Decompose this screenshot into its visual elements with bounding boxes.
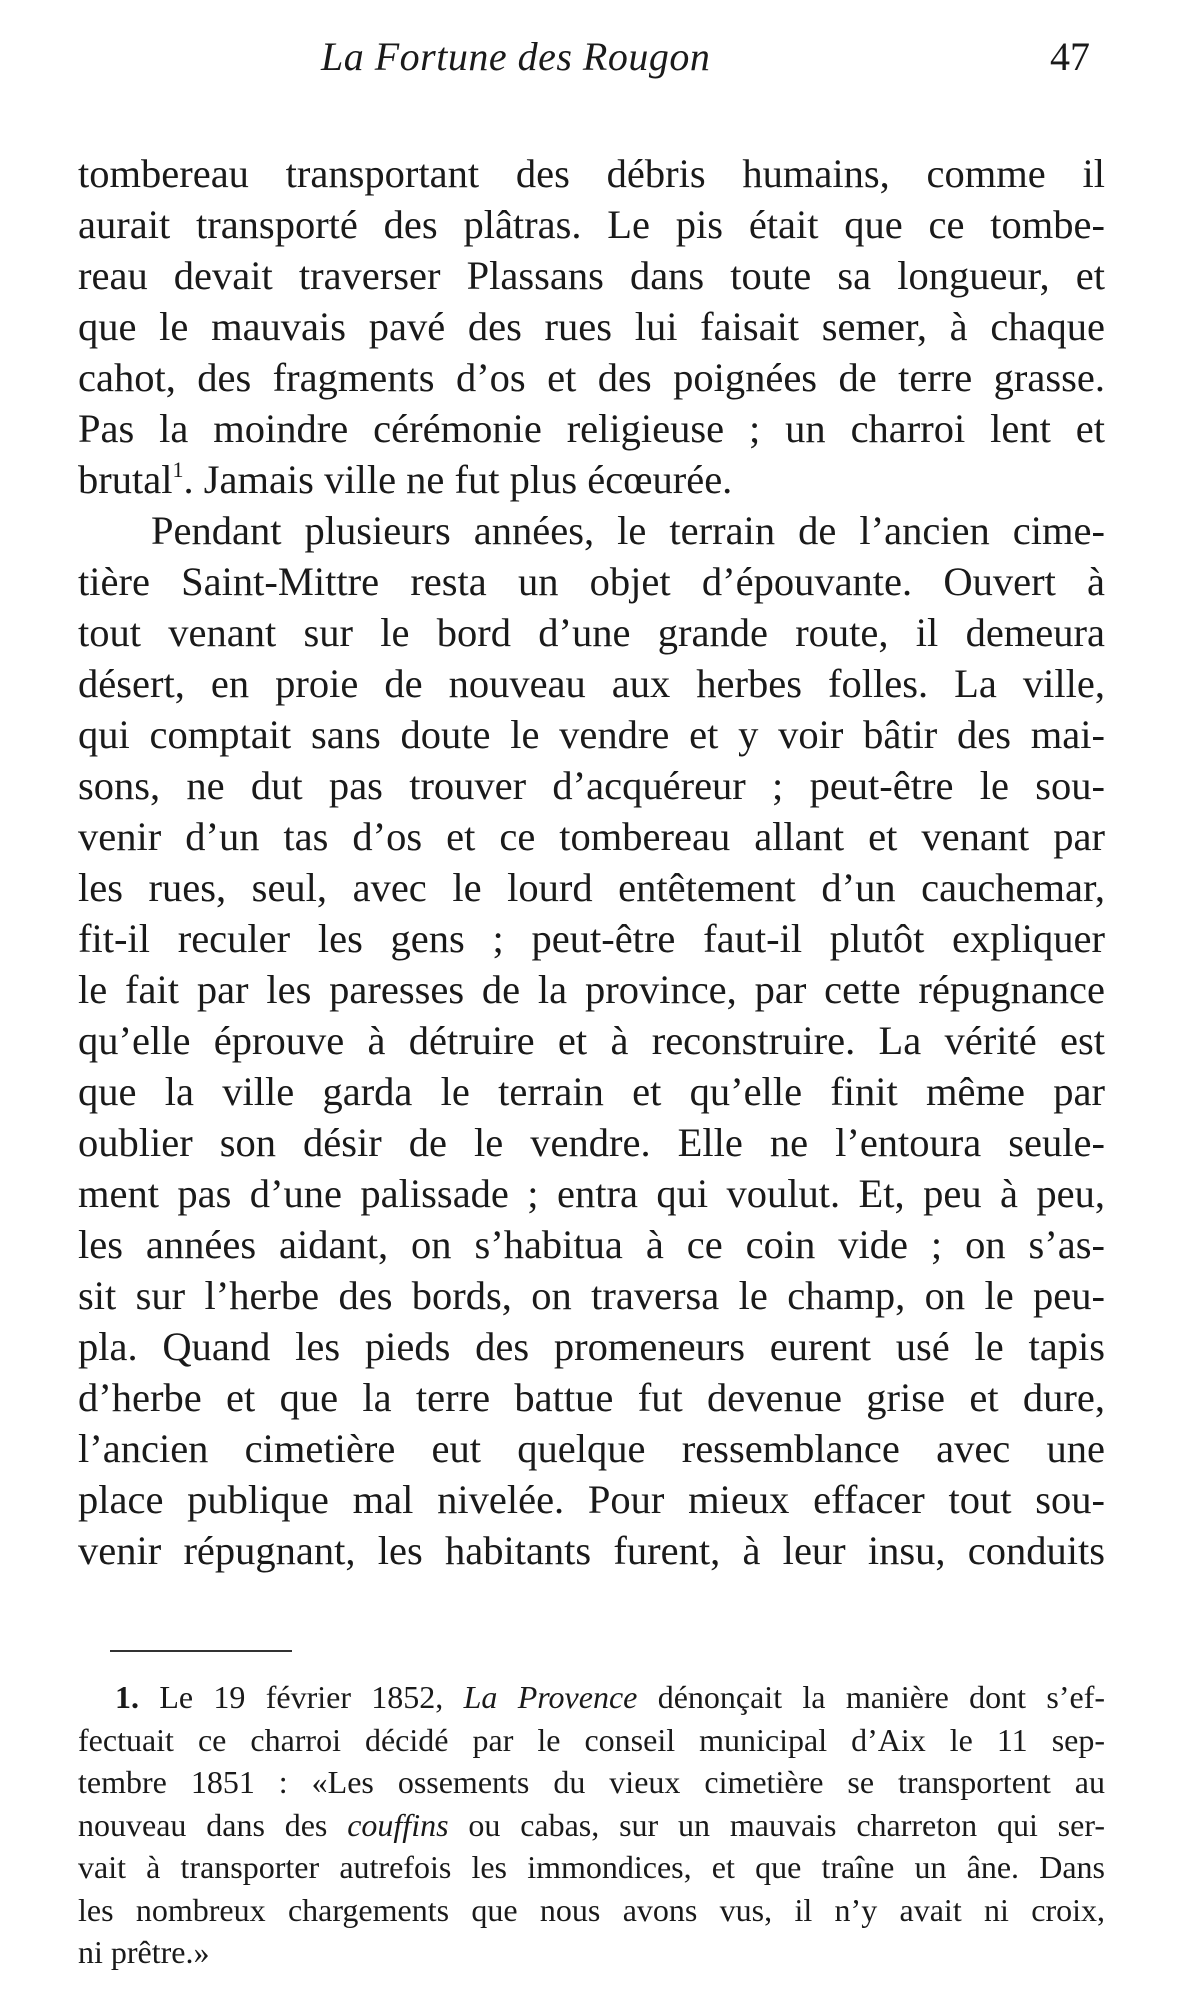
text-line: pla. Quand les pieds des promeneurs eurent usé le tapis [78,1324,1105,1369]
italic-title: La Provence [463,1679,638,1715]
running-header [0,32,1196,82]
text-line: que le mauvais pavé des rues lui faisait semer, à chaque [78,304,1105,349]
text-fragment: Le 19 février 1852, [159,1679,464,1715]
footnote-line: vait à transporter autrefois les immondices, et que traîne un âne. Dans [78,1849,1105,1885]
text-line: les rues, seul, avec le lourd entêtement d’un cauchemar, [78,865,1105,910]
text-line: place publique mal nivelée. Pour mieux effacer tout sou- [78,1477,1105,1522]
text-line [78,454,1105,505]
text-line: cahot, des fragments d’os et des poignées de terre grasse. [78,355,1105,400]
text-line: Pas la moindre cérémonie religieuse ; un charroi lent et [78,406,1105,451]
text-line: fit-il reculer les gens ; peut-être faut-il plutôt expliquer [78,916,1105,961]
text-line: sons, ne dut pas trouver d’acquéreur ; peut-être le sou- [78,763,1105,808]
text-line: aurait transporté des plâtras. Le pis était que ce tombe- [78,202,1105,247]
text-line: reau devait traverser Plassans dans toute sa longueur, et [78,253,1105,298]
footnote-marker: 1 [172,457,184,482]
text-line: sit sur l’herbe des bords, on traversa le champ, on le peu- [78,1273,1105,1318]
footnote-line: fectuait ce charroi décidé par le conseil municipal d’Aix le 11 sep- [78,1721,1105,1758]
text-line: qui comptait sans doute le vendre et y voir bâtir des mai- [78,712,1105,757]
page-number: 47 [1050,34,1090,79]
text-line: qu’elle éprouve à détruire et à reconstruire. La vérité est [78,1018,1105,1063]
footnote-divider [110,1650,292,1652]
text-line: Pendant plusieurs années, le terrain de l’ancien cime- [151,508,1105,553]
text-line: tout venant sur le bord d’une grande route, il demeura [78,610,1105,655]
text-fragment: nouveau dans des [78,1806,348,1843]
text-line: désert, en proie de nouveau aux herbes folles. La ville, [78,661,1105,706]
footnote-line: les nombreux chargements que nous avons vus, il n’y avait ni croix, [78,1891,1105,1928]
running-title: La Fortune des Rougon [321,34,711,79]
footnote-line [78,1676,1105,1719]
footnote-line: ni prêtre.» [78,1934,210,1970]
body-text [78,148,1105,1576]
text-line: les années aidant, on s’habitua à ce coin vide ; on s’as- [78,1222,1105,1267]
text-fragment: ou cabas, sur un mauvais charreton qui ser- [448,1806,1105,1843]
text-fragment: dénonçait la manière dont s’ef- [637,1679,1106,1715]
text-line: oublier son désir de le vendre. Elle ne l’entoura seule- [78,1120,1105,1165]
footnote-line [78,1804,1105,1847]
text-line: venir d’un tas d’os et ce tombereau allant et venant par [78,814,1105,859]
text-line: que la ville garda le terrain et qu’elle finit même par [78,1069,1105,1114]
text-fragment: . Jamais ville ne fut plus écœurée. [183,457,733,502]
text-fragment: brutal [78,457,173,502]
text-line: venir répugnant, les habitants furent, à leur insu, conduits [78,1528,1105,1573]
footnote [78,1676,1105,1974]
text-line: tière Saint-Mittre resta un objet d’épouvante. Ouvert à [78,559,1105,604]
text-line: ment pas d’une palissade ; entra qui voulut. Et, peu à peu, [78,1171,1105,1216]
text-line: le fait par les paresses de la province, par cette répugnance [78,967,1105,1012]
text-line: tombereau transportant des débris humains, comme il [78,151,1105,196]
footnote-line: tembre 1851 : «Les ossements du vieux cimetière se transportent au [78,1764,1105,1800]
text-line: d’herbe et que la terre battue fut devenue grise et dure, [78,1375,1105,1420]
footnote-number: 1. [115,1679,139,1715]
text-line: l’ancien cimetière eut quelque ressemblance avec une [78,1426,1105,1471]
italic-word: couffins [347,1806,449,1843]
